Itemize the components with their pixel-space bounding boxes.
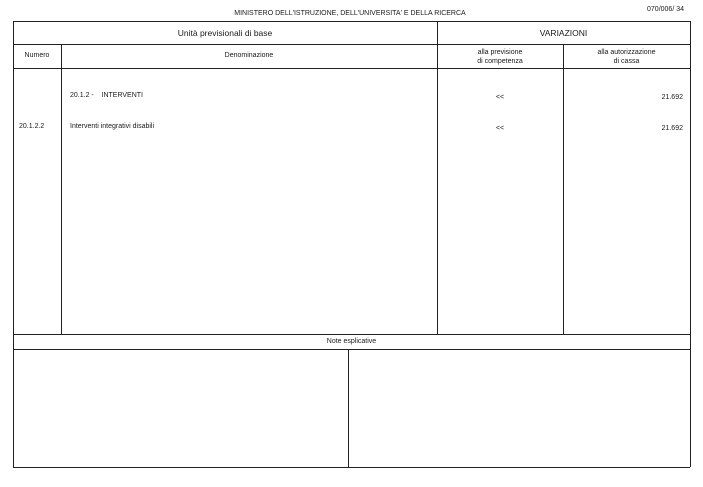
section-right-title: VARIAZIONI [539, 28, 588, 38]
col-header-number: Numero [24, 52, 50, 59]
row-denomination: 20.1.2 - INTERVENTI [70, 92, 144, 99]
page-code: 070/006/ 34 [647, 6, 684, 13]
notes-title: Note esplicative [326, 338, 377, 345]
row-denomination: Interventi integrativi disabili [70, 123, 155, 130]
ministry-title: MINISTERO DELL'ISTRUZIONE, DELL'UNIVERSITA' E DELLA RICERCA [234, 10, 466, 17]
col-header-competence: alla previsione di competenza [477, 49, 523, 65]
row-competence: << [495, 125, 505, 132]
row-competence: << [495, 94, 505, 101]
row-cash: 21.692 [661, 125, 683, 132]
section-left-title: Unità previsionali di base [177, 28, 273, 38]
col-header-denomination: Denominazione [224, 52, 274, 59]
row-cash: 21.692 [661, 94, 683, 101]
row-number: 20.1.2.2 [19, 123, 45, 130]
col-header-cash: alla autorizzazione di cassa [597, 49, 656, 65]
